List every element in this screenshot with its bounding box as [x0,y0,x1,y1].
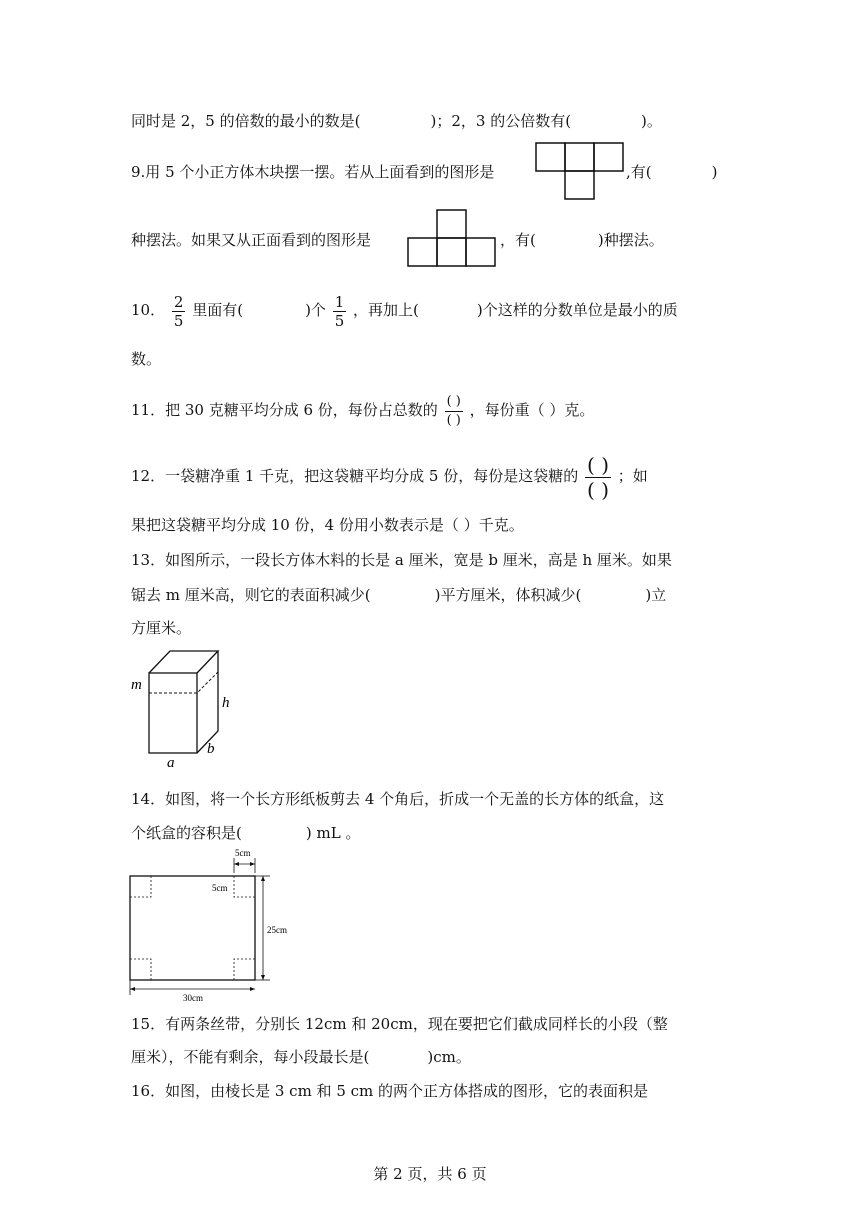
label-side-25cm: 25cm [267,925,287,935]
q9-line-2: 种摆法。如果又从正面看到的图形是 [131,231,372,249]
q12-line-1: 12．一袋糖净重 1 千克，把这袋糖平均分成 5 份，每份是这袋糖的 $\frac{( )}{( )}$ ；如 [131,452,648,502]
fraction-one-fifth: $\frac{1}{5}$ [334,292,345,330]
label-h: h [222,695,230,711]
q13-line-1: 13．如图所示，一段长方体木料的长是 a 厘米，宽是 b 厘米，高是 h 厘米。如果 [131,551,672,569]
label-a: a [167,755,175,770]
q9-line-1-end: ,有( ) [626,163,718,181]
q14-line-2: 个纸盒的容积是( ) mL 。 [131,824,361,842]
q14-line-1: 14．如图，将一个长方形纸板剪去 4 个角后，折成一个无盖的长方体的纸盒，这 [131,790,665,808]
q9-line-1: 9.用 5 个小正方体木块摆一摆。若从上面看到的图形是 [131,163,495,181]
blank-fraction-large: $\frac{( )}{( )}$ [587,452,609,502]
q11: 11．把 30 克糖平均分成 6 份，每份占总数的 $\frac{( )}{( )}$ ，每份重（ ）克。 [131,393,595,428]
q15-line-1: 15．有两条丝带，分别长 12cm 和 20cm，现在要把它们截成同样长的小段（整 [131,1015,668,1033]
cardboard-figure [125,845,310,1003]
label-b: b [207,741,215,757]
label-corner-5cm: 5cm [212,883,228,893]
q10-line-2: 数。 [131,350,162,368]
blank-fraction: $\frac{( )}{( )}$ [446,393,461,428]
q16-line-1: 16．如图，由棱长是 3 cm 和 5 cm 的两个正方体搭成的图形，它的表面积是 [131,1082,649,1100]
front-view-figure [407,209,499,267]
fraction-two-fifths: $\frac{2}{5}$ [173,292,184,330]
q15-line-2: 厘米），不能有剩余，每小段最长是( )cm。 [131,1048,471,1066]
q9-line-2-end: ，有( )种摆法。 [500,231,664,249]
label-m: m [131,677,142,693]
q13-line-3: 方厘米。 [131,619,192,637]
q8-continuation: 同时是 2，5 的倍数的最小的数是( )；2，3 的公倍数有( )。 [131,112,662,130]
label-bottom-30cm: 30cm [183,993,203,1003]
top-view-figure [535,142,627,200]
cuboid-figure [125,645,235,770]
page-footer: 第 2 页，共 6 页 [373,1165,487,1183]
q12-line-2: 果把这袋糖平均分成 10 份，4 份用小数表示是（ ）千克。 [131,516,524,534]
q10-line-1: 10． $\frac{2}{5}$ 里面有( )个 $\frac{1}{5}$ ，再加上( )个这样的分数单位是最小的质 [131,292,678,330]
q13-line-2: 锯去 m 厘米高，则它的表面积减少( )平方厘米，体积减少( )立 [131,586,667,604]
label-top-5cm: 5cm [235,848,251,858]
